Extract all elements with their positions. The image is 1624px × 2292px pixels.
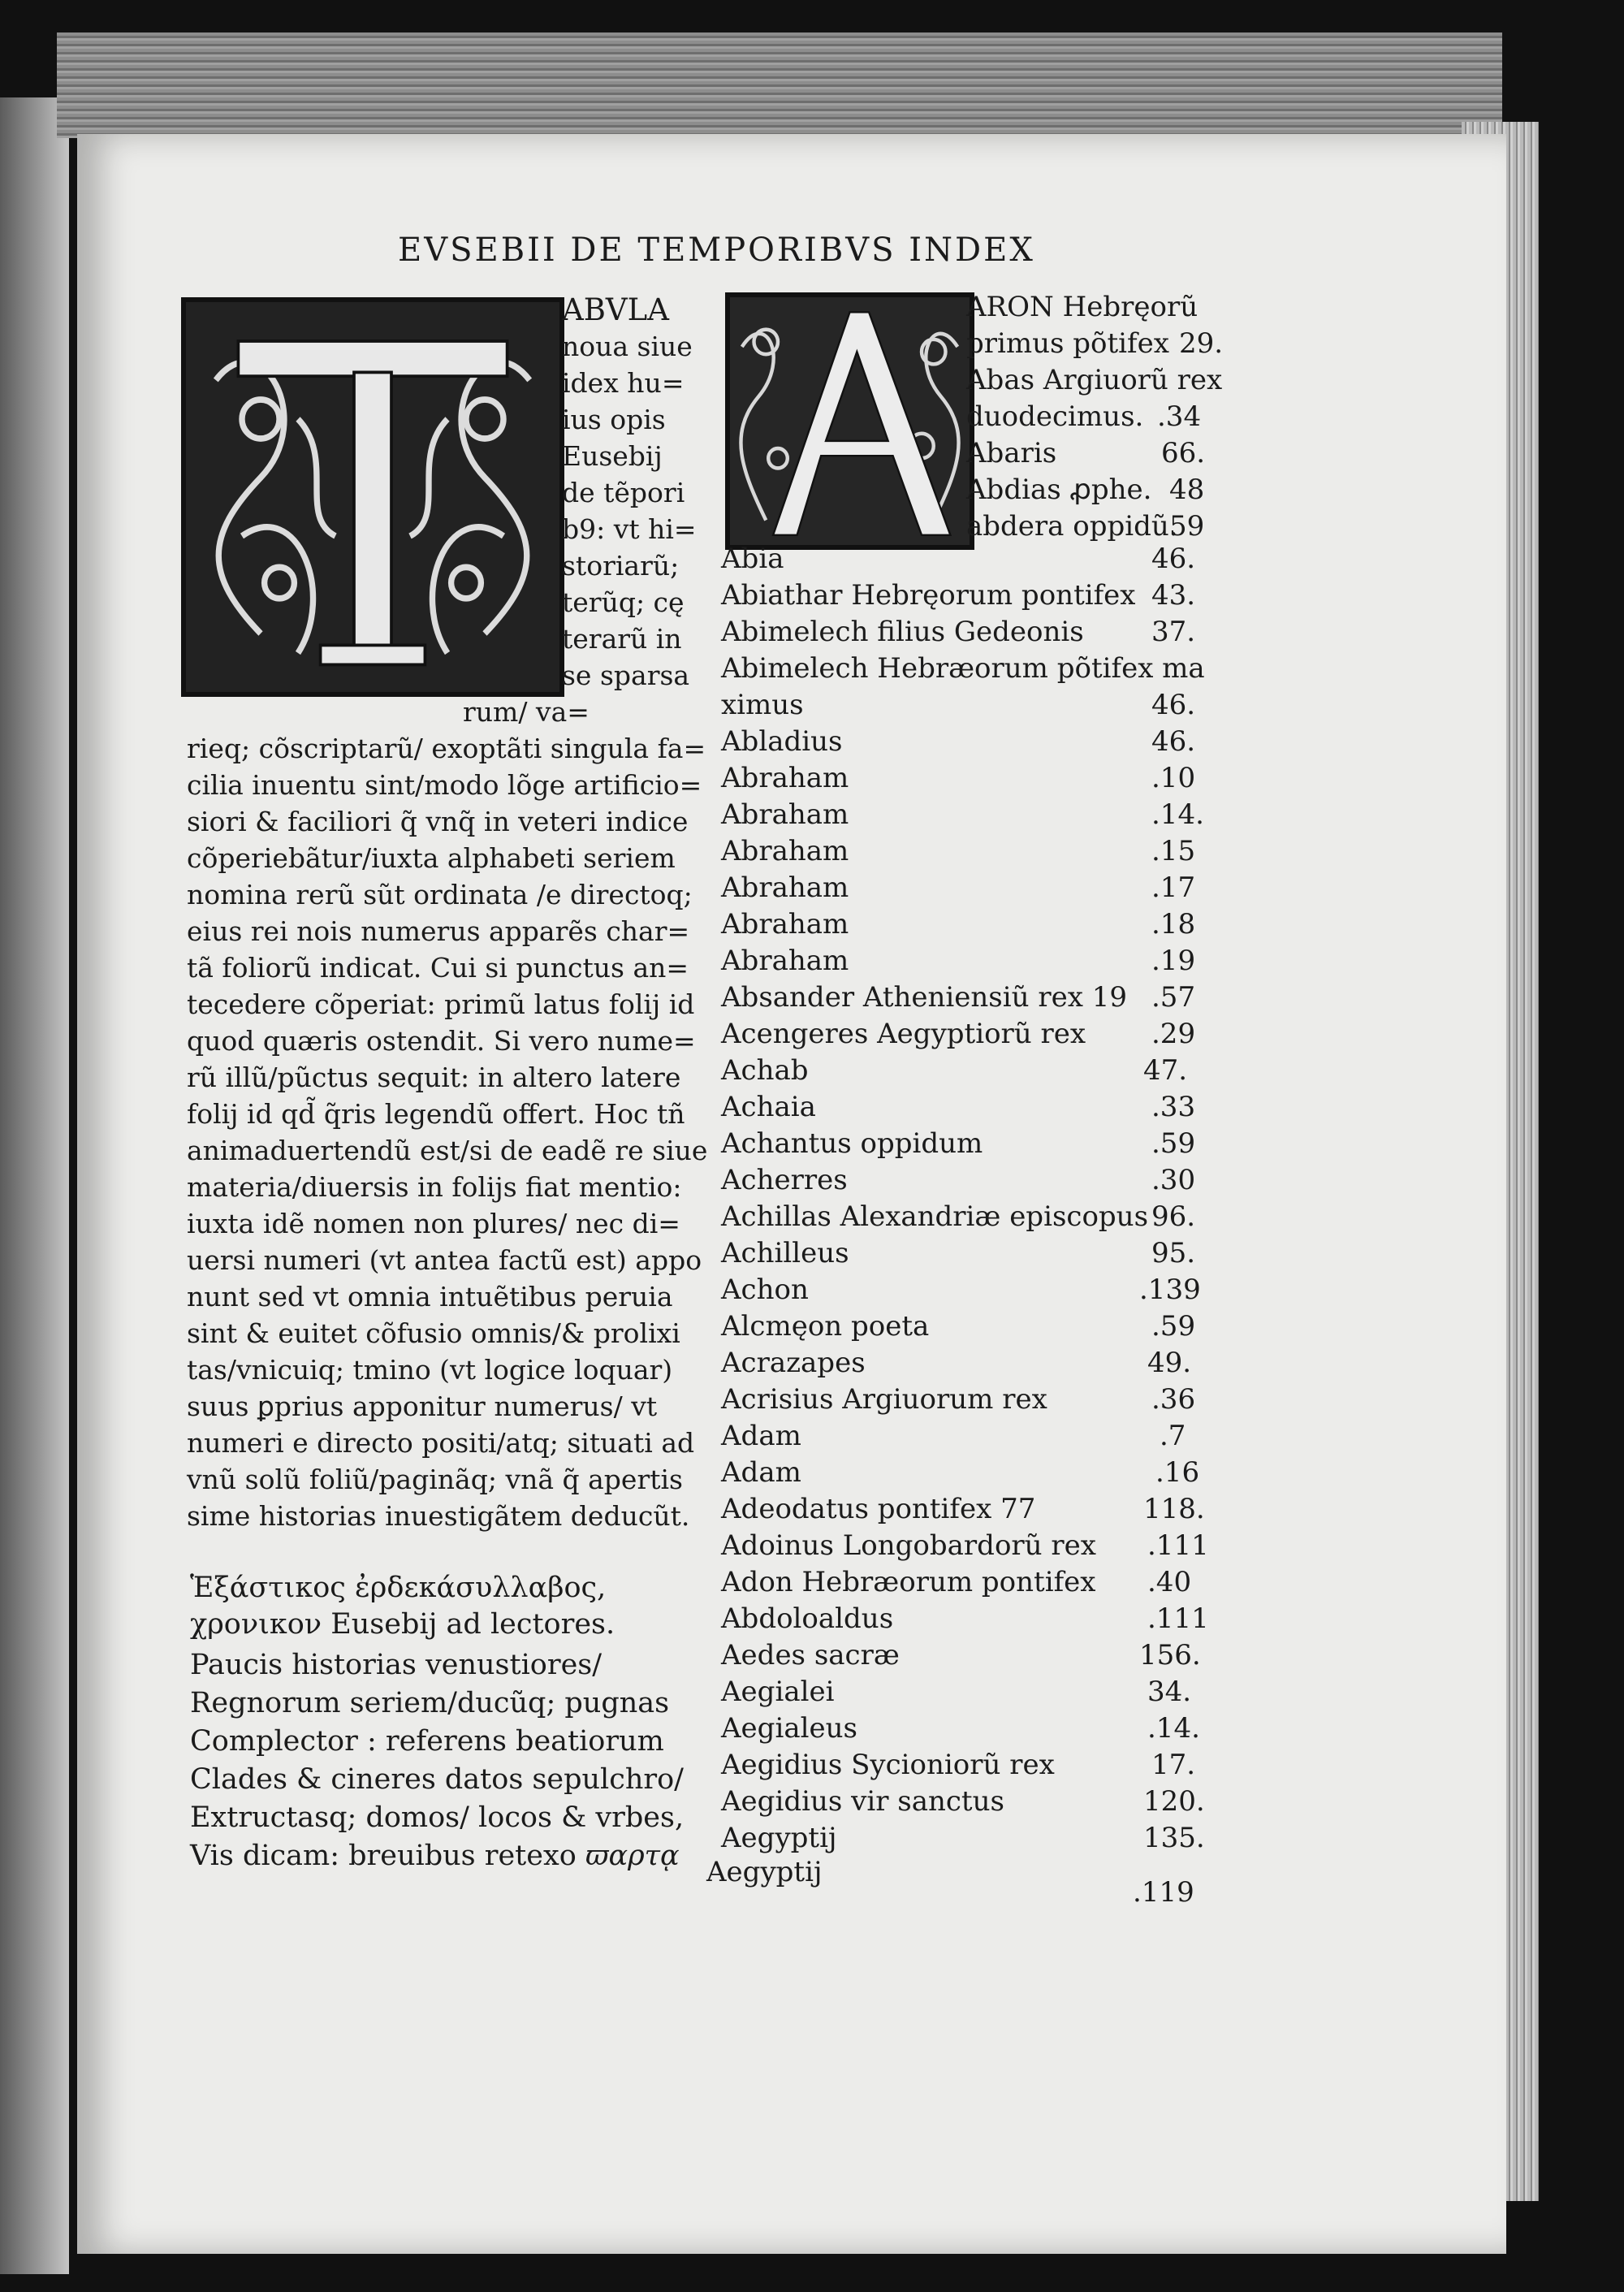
intro-line: quod quæris ostendit. Si vero nume= — [187, 1025, 696, 1057]
entry-name: Abraham — [721, 762, 849, 794]
intro-line: storiarũ; — [562, 550, 680, 582]
intro-line: tecedere cõperiat: primũ latus folij id — [187, 988, 695, 1020]
intro-line: terarũ in — [562, 623, 682, 655]
entry-number: .16 — [1155, 1456, 1200, 1489]
entry-number: .36 — [1151, 1383, 1196, 1416]
entry-number: 66. — [1161, 437, 1206, 469]
intro-line: nunt sed vt omnia intuẽtibus peruia — [187, 1281, 673, 1312]
entry-name: Adam — [721, 1420, 801, 1452]
entry-name: Achilleus — [721, 1237, 849, 1269]
entry-name: Abraham — [721, 908, 849, 941]
decorated-initial-t — [181, 297, 564, 697]
ode-title-greek: Ἑξάστικος ἐρδεκάσυλλαβος, — [190, 1572, 607, 1604]
entry-name: Adon Hebræorum pontifex — [721, 1566, 1096, 1598]
entry-number: .30 — [1151, 1164, 1196, 1196]
entry-number: .59 — [1151, 1127, 1196, 1160]
intro-line: numeri e directo positi/atq; situati ad — [187, 1427, 695, 1459]
entry-name: Adam — [721, 1456, 801, 1489]
entry-number: .18 — [1151, 908, 1196, 941]
entry-number: 46. — [1151, 689, 1196, 721]
intro-line: animaduertendũ est/si de eadẽ re siue — [187, 1135, 708, 1166]
entry-number: 43. — [1151, 579, 1196, 612]
entry-number: .111 — [1147, 1529, 1209, 1562]
entry-name: Absander Atheniensiũ rex 19 — [721, 981, 1127, 1014]
intro-line: idex hu= — [562, 367, 685, 399]
entry-name: Abdoloaldus — [721, 1602, 894, 1635]
entry-number: 29. — [1179, 327, 1224, 360]
entry-name: primus põtifex — [966, 327, 1169, 360]
entry-name: Achantus oppidum — [721, 1127, 983, 1160]
book-left-edge — [0, 97, 69, 2274]
entry-number: .119 — [1133, 1876, 1194, 1909]
intro-line: se sparsa — [562, 659, 690, 691]
entry-number: 156. — [1139, 1639, 1201, 1671]
intro-line: nomina rerũ sũt ordinata /e directoq; — [187, 879, 693, 910]
entry-name: Alcmęon poeta — [721, 1310, 930, 1343]
entry-name: abdera oppidũ. — [966, 510, 1178, 543]
intro-line: tas/vnicuiq; tmino (vt logice loquar) — [187, 1354, 673, 1386]
initial-t-ornament — [186, 302, 559, 692]
entry-number: .33 — [1151, 1091, 1196, 1123]
entry-name: ARON Hebręorũ — [966, 291, 1199, 323]
intro-line: iuxta idẽ nomen non plures/ nec di= — [187, 1208, 680, 1239]
entry-number: .14. — [1147, 1712, 1200, 1745]
intro-line: rum/ va= — [463, 696, 590, 728]
intro-line: ius opis — [562, 404, 666, 435]
intro-line: sime historias inuestigãtem deducũt. — [187, 1500, 690, 1532]
intro-line: uersi numeri (vt antea factũ est) appo — [187, 1244, 702, 1276]
entry-name: Adeodatus pontifex 77 — [721, 1493, 1036, 1525]
book-top-edge — [57, 32, 1502, 138]
entry-name: Achaia — [721, 1091, 816, 1123]
entry-name: Aegyptij — [721, 1822, 837, 1854]
entry-name: Acrisius Argiuorum rex — [721, 1383, 1047, 1416]
entry-name: Abraham — [721, 798, 849, 831]
intro-line: folij id qd̃ q̃ris legendũ offert. Hoc tñ — [187, 1098, 685, 1130]
entry-name: Abladius — [721, 725, 843, 758]
entry-name: Abraham — [721, 871, 849, 904]
initial-a-ornament — [730, 297, 970, 545]
entry-name: Abraham — [721, 945, 849, 977]
entry-name: Abdias ꝓphe. — [966, 474, 1152, 506]
entry-number: 37. — [1151, 616, 1196, 648]
entry-name: Aedes sacræ — [721, 1639, 900, 1671]
entry-name: Abimelech filius Gedeonis — [721, 616, 1084, 648]
entry-name: Abiathar Hebręorum pontifex — [721, 579, 1136, 612]
entry-name: ximus — [721, 689, 804, 721]
ode-greek-word: ϖαρτᾳ — [585, 1840, 680, 1872]
ode-last-line-text: Vis dicam: breuibus retexo — [190, 1840, 577, 1872]
entry-number: .14. — [1151, 798, 1204, 831]
entry-number: 59 — [1169, 510, 1205, 543]
entry-number: .139 — [1139, 1274, 1201, 1306]
entry-number: 17. — [1151, 1749, 1196, 1781]
page-title: EVSEBII DE TEMPORIBVS INDEX — [398, 231, 1035, 269]
intro-line: suus ꝑprius apponitur numerus/ vt — [187, 1390, 658, 1422]
entry-name: Acengeres Aegyptiorũ rex — [721, 1018, 1086, 1050]
ode-line: Extructasq; domos/ locos & vrbes, — [190, 1801, 685, 1834]
decorated-initial-a — [725, 292, 974, 550]
entry-number: .34 — [1157, 400, 1202, 433]
intro-line: materia/diuersis in folijs fiat mentio: — [187, 1171, 682, 1203]
entry-name: Aegyptij — [706, 1856, 823, 1888]
ode-line: Complector : referens beatiorum — [190, 1725, 664, 1758]
entry-name: Abraham — [721, 835, 849, 867]
intro-line: Eusebij — [562, 440, 663, 472]
entry-name: Acherres — [721, 1164, 848, 1196]
entry-name: Abia — [721, 543, 784, 575]
intro-line: tã foliorũ indicat. Cui si punctus an= — [187, 952, 689, 984]
entry-name: Aegialei — [721, 1676, 835, 1708]
entry-number: .111 — [1147, 1602, 1209, 1635]
entry-name: duodecimus. — [966, 400, 1144, 433]
entry-name: Aegidius Sycioniorũ rex — [721, 1749, 1055, 1781]
intro-line: ABVLA — [562, 292, 669, 327]
entry-name: Abaris — [966, 437, 1057, 469]
entry-name: Achab — [721, 1054, 809, 1087]
entry-number: .59 — [1151, 1310, 1196, 1343]
entry-number: .17 — [1151, 871, 1196, 904]
entry-number: .15 — [1151, 835, 1196, 867]
ode-title-latin: χρονικον Eusebij ad lectores. — [190, 1608, 615, 1641]
entry-number: 95. — [1151, 1237, 1196, 1269]
entry-number: 48 — [1169, 474, 1205, 506]
entry-number: 49. — [1147, 1347, 1192, 1379]
entry-name: Achon — [721, 1274, 809, 1306]
entry-number: .57 — [1151, 981, 1196, 1014]
intro-line: terũq; cę — [562, 586, 685, 618]
ode-line: Paucis historias venustiores/ — [190, 1649, 603, 1681]
entry-name: Abimelech Hebræorum põtifex ma — [721, 652, 1205, 685]
intro-line: cõperiebãtur/iuxta alphabeti seriem — [187, 842, 676, 874]
ode-line: Regnorum seriem/ducũq; pugnas — [190, 1687, 670, 1719]
entry-number: 46. — [1151, 543, 1196, 575]
intro-line: vnũ solũ foliũ/paginãq; vnã q̃ apertis — [187, 1464, 683, 1495]
entry-name: Aegidius vir sanctus — [721, 1785, 1004, 1818]
intro-line: b9: vt hi= — [562, 513, 697, 545]
intro-line: de tẽpori — [562, 477, 685, 508]
intro-line: rũ illũ/pũctus sequit: in altero latere — [187, 1062, 681, 1093]
intro-line: noua siue — [562, 331, 693, 362]
entry-number: .29 — [1151, 1018, 1196, 1050]
entry-name: Acrazapes — [721, 1347, 866, 1379]
entry-number: 47. — [1143, 1054, 1188, 1087]
intro-line: rieq; cõscriptarũ/ exoptãti singula fa= — [187, 733, 706, 764]
entry-number: 34. — [1147, 1676, 1192, 1708]
ode-line — [190, 1840, 680, 1872]
entry-number: .19 — [1151, 945, 1196, 977]
entry-number: 118. — [1143, 1493, 1205, 1525]
intro-line: eius rei nois numerus apparẽs char= — [187, 915, 690, 947]
entry-name: Aegialeus — [721, 1712, 857, 1745]
intro-line: siori & faciliori q̃ vnq̃ in veteri indice — [187, 806, 689, 837]
entry-number: 96. — [1151, 1200, 1196, 1233]
entry-name: Abas Argiuorũ rex — [966, 364, 1223, 396]
intro-line: cilia inuentu sint/modo lõge artificio= — [187, 769, 702, 801]
entry-number: 46. — [1151, 725, 1196, 758]
entry-number: 120. — [1143, 1785, 1205, 1818]
entry-number: .10 — [1151, 762, 1196, 794]
entry-number: .40 — [1147, 1566, 1192, 1598]
entry-name: Adoinus Longobardorũ rex — [721, 1529, 1096, 1562]
ode-line: Clades & cineres datos sepulchro/ — [190, 1763, 684, 1796]
entry-number: .7 — [1160, 1420, 1186, 1452]
entry-name: Achillas Alexandriæ episcopus — [721, 1200, 1149, 1233]
intro-line: sint & euitet cõfusio omnis/& prolixi — [187, 1317, 680, 1349]
entry-number: 135. — [1143, 1822, 1205, 1854]
